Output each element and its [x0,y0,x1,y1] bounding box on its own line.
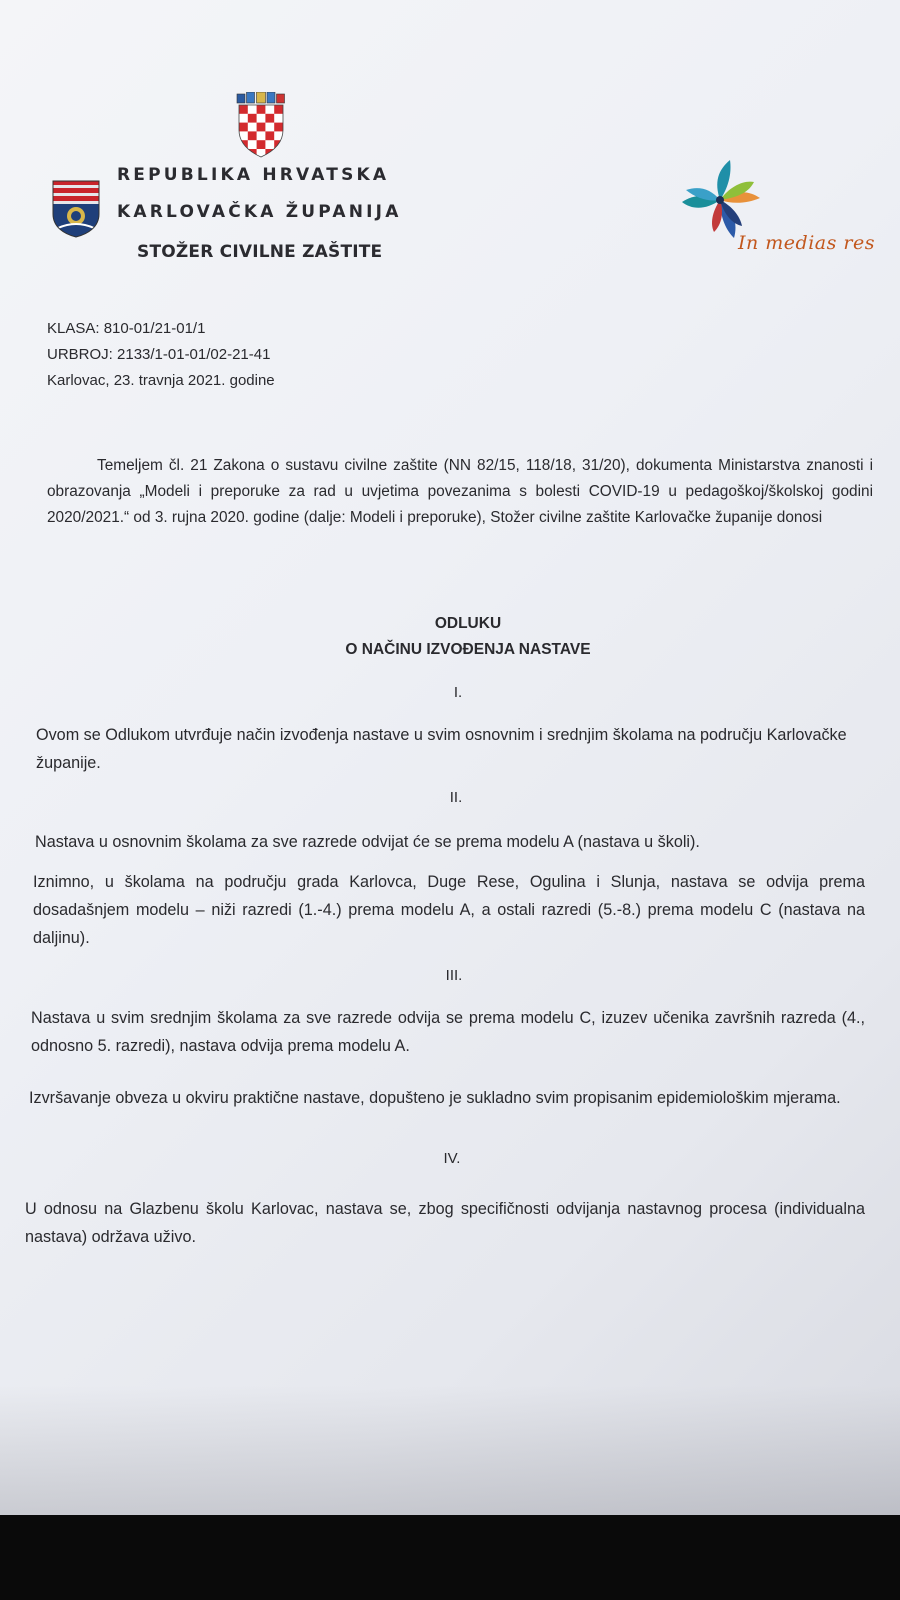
reference-klasa: KLASA: 810-01/21-01/1 [47,320,206,337]
republic-name: REPUBLIKA HRVATSKA [117,165,390,185]
section-numeral-2: II. [449,789,463,806]
intro-paragraph: Temeljem čl. 21 Zakona o sustavu civilne zaštite (NN 82/15, 118/18, 31/20), dokumenta Ministarstva znanosti i obrazovanja „Modeli i preporuke za rad u uvjetima povezanima s bolesti COVID-19 u pedagoškoj/školskoj godini 2020/2021.“ od 3. rujna 2020. godine (dalje: Modeli i preporuke), Stožer civilne zaštite Karlovačke županije donosi [47,457,873,526]
decision-subtitle: O NAČINU IZVOĐENJA NASTAVE [345,641,591,658]
section-3-paragraph-1: Nastava u svim srednjim školama za sve razrede odvija se prema modelu C, izuzev učenika završnih razreda (4., odnosno 5. razredi), nastava odvija prema modelu A. [31,1009,865,1055]
section-4-paragraph-1: U odnosu na Glazbenu školu Karlovac, nastava se, zbog specifičnosti odvijanja nastavnog procesa (individualna nastava) održava uživo. [25,1200,865,1246]
section-numeral-4: IV. [443,1150,461,1167]
croatia-coat-of-arms-icon [236,92,286,158]
decision-title: ODLUKU [434,615,502,632]
dark-background-edge [0,1515,900,1600]
karlovac-county-crest-icon [52,180,100,238]
section-3-paragraph-2: Izvršavanje obveza u okviru praktične nastave, dopušteno je sukladno svim propisanim epidemiološkim mjerama. [29,1089,841,1107]
logo-text: In medias res [738,232,875,254]
section-2-paragraph-1: Nastava u osnovnim školama za sve razrede odvijat će se prema modelu A (nastava u školi). [35,833,700,851]
civil-protection-hq: STOŽER CIVILNE ZAŠTITE [137,242,383,262]
county-name: KARLOVAČKA ŽUPANIJA [117,202,402,222]
section-numeral-1: I. [453,684,463,701]
section-2-paragraph-2: Iznimno, u školama na području grada Karlovca, Duge Rese, Ogulina i Slunja, nastava se odvija prema dosadašnjem modelu – niži razredi (1.-4.) prema modelu A, a ostali razredi (5.-8.) prema modelu C (nastava na daljinu). [33,873,865,947]
reference-urbroj: URBROJ: 2133/1-01-01/02-21-41 [47,346,271,363]
document-date: Karlovac, 23. travnja 2021. godine [47,372,275,389]
section-1-paragraph-1: Ovom se Odlukom utvrđuje način izvođenja nastave u svim osnovnim i srednjim školama na području Karlovačke županije. [36,726,847,772]
section-numeral-3: III. [445,967,463,984]
